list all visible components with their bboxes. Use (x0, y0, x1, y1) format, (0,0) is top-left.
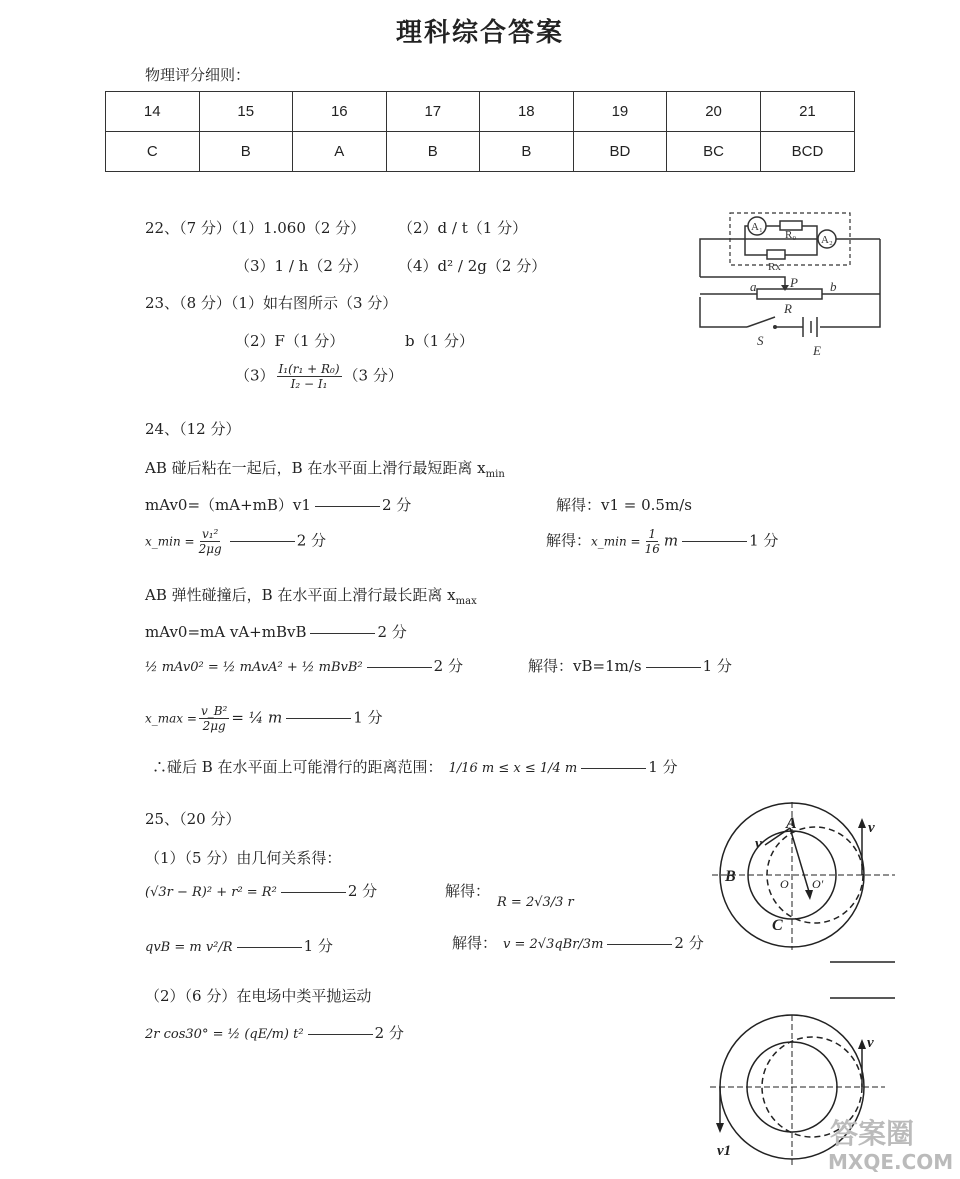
q24-l3-solve: 解得： (546, 531, 592, 550)
fig25-label-c: C (772, 917, 783, 934)
q24-l3-score: 2 分 (296, 531, 327, 550)
q24-heading: 24、（12 分） (145, 420, 241, 438)
q24-l6-score: 2 分 (433, 657, 463, 675)
q25-p2: （2）（6 分）在电场中类平抛运动 (145, 987, 372, 1005)
q24-l3-res-unit: m (663, 531, 679, 550)
q24-l7-lhs: x_max = (145, 711, 197, 726)
q24-l6-solve: 解得：vB=1m/s (528, 657, 642, 675)
q23-line3-score: （3 分） (343, 366, 403, 385)
q23-line2a: （2）F（1 分） (235, 332, 345, 350)
question-number: 21 (760, 92, 854, 132)
q24-l4 (145, 584, 477, 607)
q24-l3-den: 2μg (198, 542, 222, 556)
q24-l3-result (546, 527, 778, 556)
circuit-label-e: E (813, 343, 821, 358)
q24-l4-text: AB 弹性碰撞后，B 在水平面上滑行最长距离 x (145, 586, 456, 604)
answer-table (105, 91, 855, 172)
q24-l7-frac (199, 704, 229, 733)
q23-line1: 23、（8 分）（1）如右图所示（3 分） (145, 294, 398, 312)
q24-l3-res-lhs: x_min = (591, 534, 641, 549)
q24-l8-range: 1/16 m ≤ x ≤ 1/4 m (448, 761, 578, 776)
question-number: 14 (106, 92, 200, 132)
q25-eq2-res: v = 2√3qBr/3m (503, 937, 604, 952)
q25-eq3 (145, 1022, 404, 1043)
q25-eq2-result (452, 932, 704, 953)
q24-l6-result (528, 655, 732, 676)
circuit-label-r: R (784, 301, 792, 316)
answer-cell: BD (573, 132, 667, 172)
q23-fraction (277, 362, 342, 391)
circuit-label-a2: A₂ (821, 234, 833, 246)
q24-l6-eq: ½ mAv0² = ½ mAvA² + ½ mBvB² (145, 660, 363, 675)
q24-l7-score: 1 分 (353, 708, 383, 727)
q22-line2a: （3）1 / h（2 分） (235, 257, 368, 275)
q23-frac-den: I₂ − I₁ (290, 377, 328, 391)
question-number: 20 (667, 92, 761, 132)
q25-eq2-score: 1 分 (303, 937, 333, 955)
fig25-label-a: A (786, 815, 797, 832)
fig25-label-b: B (725, 868, 736, 885)
q25-eq3-score: 2 分 (374, 1024, 404, 1042)
score-line (237, 947, 302, 948)
q24-l7 (145, 704, 383, 733)
fig25-label-o: O (780, 877, 789, 891)
score-line (230, 541, 295, 542)
table-row-answers (106, 132, 855, 172)
q24-l5 (145, 621, 407, 642)
answer-cell: BCD (760, 132, 854, 172)
q25-eq1-score: 2 分 (347, 882, 378, 900)
q24-l3-res-frac (643, 527, 662, 556)
q24-l8 (152, 756, 678, 777)
q24-l1-text: AB 碰后粘在一起后，B 在水平面上滑行最短距离 x (145, 459, 486, 477)
circuit-label-r0: R₀ (785, 229, 797, 241)
q25-eq1-text: (√3r − R)² + r² = R² (145, 885, 277, 900)
q24-l3-frac (197, 527, 224, 556)
q24-l5-eq: mAv0=mA vA+mBvB (145, 623, 307, 641)
q25-eq2-res-score: 2 分 (674, 934, 704, 952)
q23-frac-num: I₁(r₁ + R₀) (278, 362, 340, 376)
page-title: 理科综合答案 (395, 18, 564, 48)
q24-l2-solve: 解得：v1 = 0.5m/s (556, 496, 692, 514)
answer-cell: B (386, 132, 480, 172)
q25-eq2-solve: 解得： (452, 934, 498, 952)
q25-eq1 (145, 880, 377, 901)
q25-heading: 25、（20 分） (145, 810, 241, 828)
q24-l1-sub: min (485, 469, 505, 480)
q24-l3-res-score: 1 分 (749, 531, 779, 550)
q25-eq1-res: R = 2√3/3 r (497, 895, 574, 910)
q24-l3-lhs: x_min = (145, 534, 195, 549)
answer-cell: C (106, 132, 200, 172)
watermark-logo: 答案圈 (830, 1117, 915, 1150)
fig25-label-v-top: v (868, 820, 875, 836)
q25-eq3-text: 2r cos30° = ½ (qE/m) t² (145, 1027, 304, 1042)
q24-l5-score: 2 分 (377, 623, 407, 641)
q24-l4-sub: max (455, 596, 477, 607)
q24-l3-res-num: 1 (648, 527, 657, 541)
q24-l3-num: v₁² (201, 527, 219, 541)
score-line (310, 633, 375, 634)
score-line (281, 892, 346, 893)
q24-l2 (145, 494, 411, 515)
circuit-label-p: P (790, 275, 798, 290)
q22-line2b: （4）d² / 2g（2 分） (398, 257, 547, 275)
q23-line3 (235, 362, 403, 391)
question-number: 15 (199, 92, 293, 132)
score-line (682, 541, 747, 542)
answer-cell: B (199, 132, 293, 172)
fig25-label-o-prime: O' (812, 877, 824, 891)
circuit-label-b: b (830, 279, 837, 294)
watermark-site: MXQE.COM (828, 1150, 954, 1174)
fig25-label-v: v (755, 836, 762, 852)
q24-l6-solve-score: 1 分 (702, 657, 732, 675)
q24-l6 (145, 655, 463, 676)
q24-l7-den: 2μg (202, 719, 226, 733)
q25-eq2-text: qvB = m v²/R (145, 940, 233, 955)
score-line (646, 667, 701, 668)
q24-l8-score: 1 分 (648, 758, 678, 776)
circuit-label-a1: A₁ (751, 221, 763, 233)
score-line (607, 944, 672, 945)
q24-l2-eq: mAv0=（mA+mB）v1 (145, 496, 311, 514)
q23-line3-label: （3） (235, 366, 275, 385)
question-number: 17 (386, 92, 480, 132)
q22-line1b: （2）d / t（1 分） (398, 219, 528, 237)
section-subtitle: 物理评分细则： (145, 66, 251, 84)
score-line (367, 667, 432, 668)
fig25b-label-v1: v1 (717, 1143, 732, 1159)
question-number: 18 (480, 92, 574, 132)
score-line (308, 1034, 373, 1035)
q24-l3 (145, 527, 326, 556)
question-number: 19 (573, 92, 667, 132)
answer-cell: A (293, 132, 387, 172)
q24-l1 (145, 457, 505, 480)
circuit-diagram (695, 205, 890, 360)
q25-eq2 (145, 935, 333, 956)
q22-line1a: 22、（7 分）（1）1.060（2 分） (145, 219, 366, 237)
q24-l2-score: 2 分 (381, 496, 412, 514)
q23-line2b: b（1 分） (405, 332, 474, 350)
q24-l8-text: ∴碰后 B 在水平面上可能滑行的距离范围： (152, 758, 443, 776)
answer-cell: B (480, 132, 574, 172)
figure-25-top (710, 800, 910, 1020)
circuit-label-rx: Rx (768, 261, 781, 273)
q25-p1: （1）（5 分）由几何关系得： (145, 849, 342, 867)
q24-l3-res-den: 16 (644, 542, 660, 556)
score-line (286, 718, 351, 719)
q24-l7-num: v_B² (200, 704, 228, 718)
circuit-label-a: a (750, 279, 757, 294)
q25-eq1-solve: 解得： (445, 882, 491, 900)
table-row-numbers (106, 92, 855, 132)
answer-cell: BC (667, 132, 761, 172)
q24-l7-eq: = ¼ m (231, 708, 283, 727)
question-number: 16 (293, 92, 387, 132)
score-line (581, 768, 646, 769)
score-line (315, 506, 380, 507)
circuit-label-s: S (757, 333, 764, 348)
fig25b-label-v: v (867, 1035, 874, 1051)
